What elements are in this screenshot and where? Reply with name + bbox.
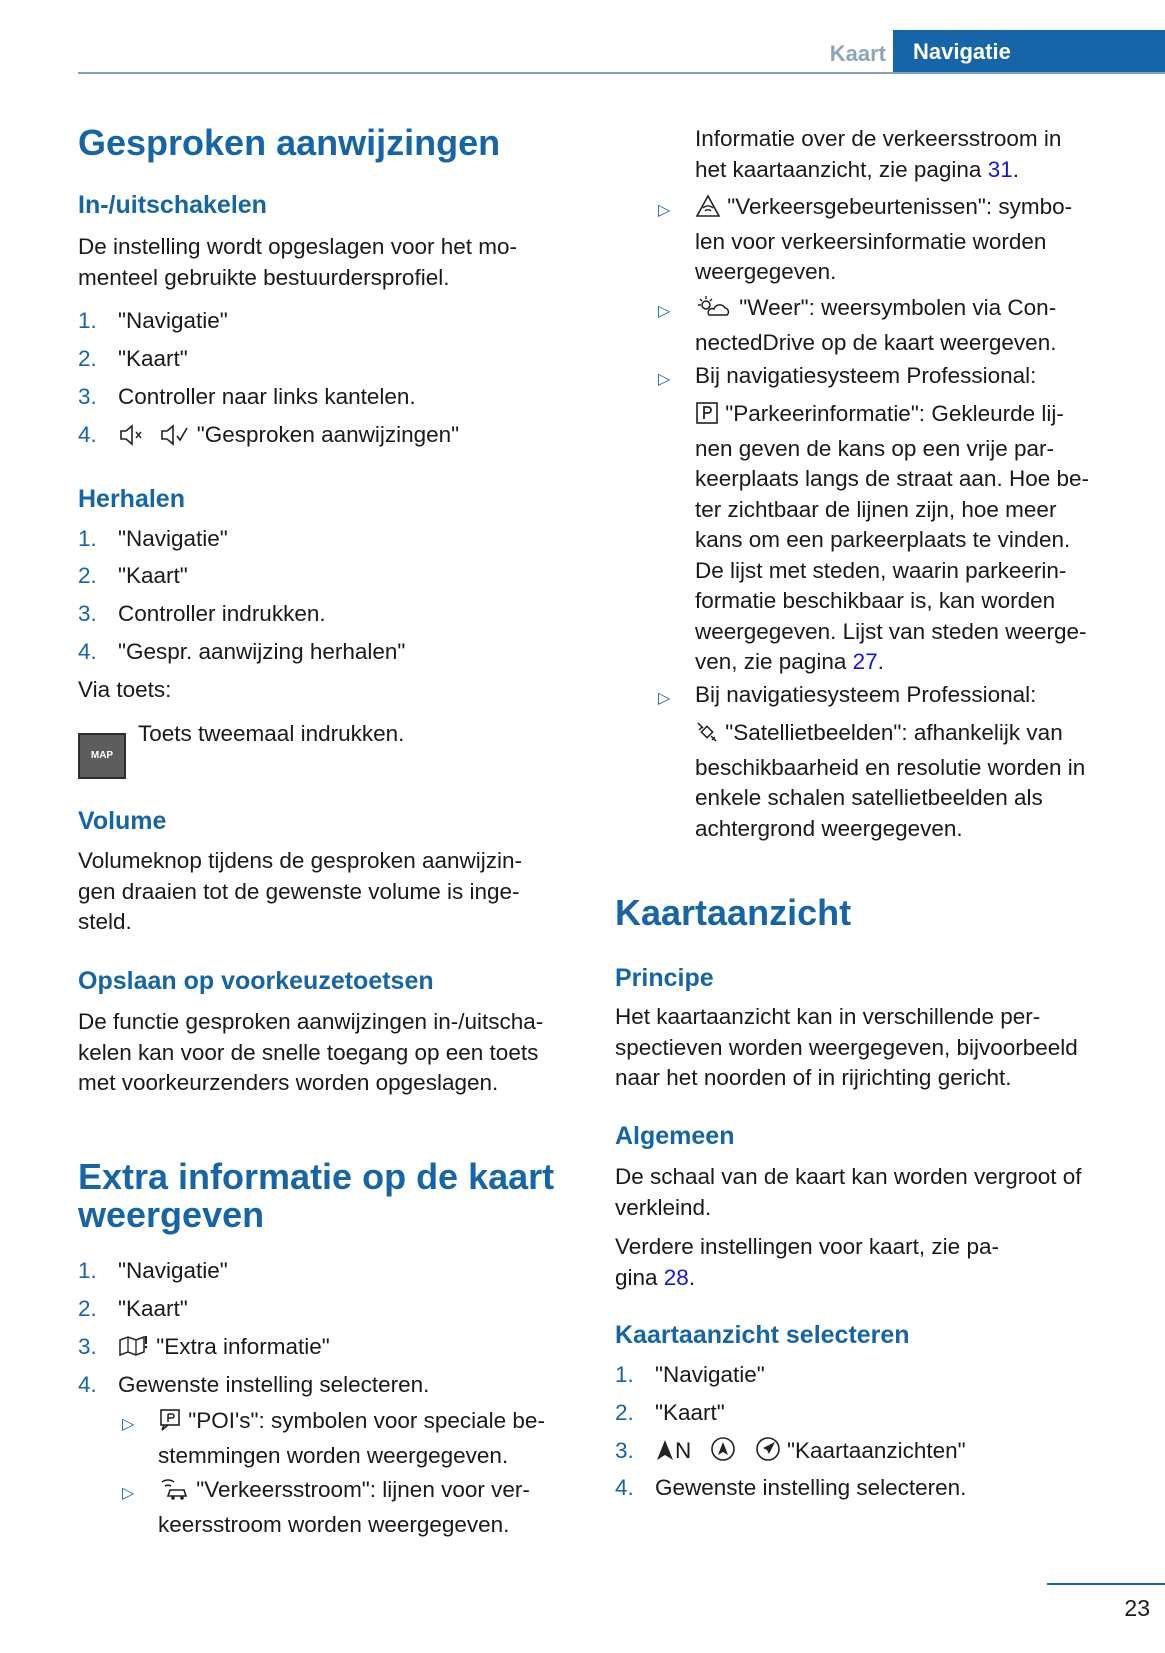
list-text: Controller indrukken. (118, 601, 326, 626)
via-toets-label: Via toets: (78, 677, 172, 702)
list-item (78, 344, 188, 374)
paragraph-principe: Het kaartaanzicht kan in verschillende per- spectieven worden weergegeven, bijvoorbeeld naar het noorden of in rijrichting gericht. (615, 1004, 1078, 1090)
bullet-text: "Verkeersstroom": lijnen voor ver- keersstroom worden weergegeven. (158, 1477, 530, 1537)
list-item (615, 1473, 966, 1503)
poi-icon (158, 1408, 182, 1441)
list-number: 4. (615, 1475, 634, 1500)
bullet-text: "Verkeersgebeurtenissen": symbo- len voor verkeersinformatie worden weergegeven. (695, 194, 1073, 284)
list-number: 1. (78, 526, 97, 551)
list-text: Gewenste instelling selecteren. (655, 1475, 967, 1500)
list-number: 3. (78, 1334, 97, 1359)
list-number: 4. (78, 639, 97, 664)
paragraph-volume: Volumeknop tijdens de gesproken aanwijzin- gen draaien tot de gewenste volume is inge- steld. (78, 848, 523, 934)
page-link-31[interactable]: 31 (987, 156, 1013, 182)
paragraph-opslaan: De functie gesproken aanwijzingen in-/uitscha- kelen kan voor de snelle toegang op een toets met voorkeurzenders worden opgeslagen. (78, 1009, 544, 1095)
bullet-triangle-icon: ▷ (658, 690, 671, 707)
traffic-flow-icon (158, 1477, 190, 1510)
paragraph-verkeersstroom-info (695, 124, 1061, 185)
bullet-triangle-icon: ▷ (122, 1416, 135, 1433)
north-arrow-icon (655, 1438, 675, 1470)
list-item (615, 1398, 725, 1428)
bullet-triangle-icon: ▷ (658, 202, 671, 219)
list-item (78, 599, 326, 629)
bullet-triangle-icon: ▷ (658, 371, 671, 388)
paragraph-text: . (688, 1264, 696, 1290)
subsection-title-opslaan: Opslaan op voorkeuzetoetsen (78, 967, 434, 995)
list-text: "Gespr. aanwijzing herhalen" (118, 639, 406, 664)
bullet-item-verkeersstroom (158, 1475, 530, 1540)
parking-icon (695, 401, 719, 434)
list-number: 3. (78, 384, 97, 409)
list-item (615, 1360, 765, 1390)
page-number: 23 (1124, 1595, 1150, 1621)
paragraph-in-uitschakelen: De instelling wordt opgeslagen voor het mo- menteel gebruikte bestuurdersprofiel. (78, 234, 517, 290)
page-link-28[interactable]: 28 (663, 1264, 689, 1290)
list-text: "Kaart" (118, 1296, 188, 1321)
list-item (78, 524, 228, 554)
satellite-icon (695, 720, 719, 753)
list-item (78, 306, 228, 336)
list-item (615, 1436, 966, 1470)
north-letter: N (675, 1438, 692, 1463)
section-title-kaartaanzicht: Kaartaanzicht (615, 892, 852, 933)
list-item (78, 561, 188, 591)
bullet-triangle-icon: ▷ (658, 303, 671, 320)
bullet-item-parkeerinformatie-head: Bij navigatiesysteem Professional: (695, 363, 1037, 388)
map-button-icon: MAP (78, 733, 126, 779)
bullet-item-satellietbeelden-head: Bij navigatiesysteem Professional: (695, 682, 1037, 707)
list-text: "Kaart" (118, 563, 188, 588)
list-number: 4. (78, 1372, 97, 1397)
bullet-text: "Satellietbeelden": afhankelijk van beschikbaarheid en resolutie worden in enkele schalen satellietbeelden als achtergrond weergegeven. (695, 720, 1086, 841)
list-text: "Navigatie" (655, 1362, 765, 1387)
header-divider (78, 72, 1165, 74)
bullet-text: "Parkeerinformatie": Gekleurde lij- nen geven de kans op een vrije par- keerplaats langs de straat aan. Hoe be- ter zichtbaar de lijnen zijn, hoe meer kans om een parkeerplaats te vinden. De lijst met steden, waarin parkeerin- formatie beschikbaar is, kan worden weergegeven. Lijst van steden weerge- ven, zie pagina (695, 401, 1089, 674)
subsection-title-in-uitschakelen: In-/uitschakelen (78, 191, 267, 219)
list-number: 4. (78, 422, 97, 447)
page-link-27[interactable]: 27 (852, 649, 878, 674)
paragraph-text: Informatie over de verkeersstroom in het kaartaanzicht, zie pagina (695, 126, 1062, 182)
list-number: 3. (78, 601, 97, 626)
paragraph-algemeen: De schaal van de kaart kan worden vergroot of verkleind. (615, 1164, 1082, 1220)
direction-of-travel-icon (710, 1436, 736, 1470)
subsection-title-principe: Principe (615, 964, 714, 992)
tab-kaart[interactable]: Kaart (829, 41, 886, 66)
section-title-extra-informatie: Extra informatie op de kaart weergeven (78, 1156, 555, 1235)
list-text: "Navigatie" (118, 1258, 228, 1283)
paragraph-text: Verdere instellingen voor kaart, zie pa- gina (615, 1234, 999, 1290)
bullet-item-parkeerinformatie (695, 399, 1089, 678)
list-number: 2. (78, 1296, 97, 1321)
list-text: "Extra informatie" (156, 1334, 330, 1359)
speaker-off-icon (118, 424, 146, 454)
list-number: 3. (615, 1438, 634, 1463)
list-number: 1. (615, 1362, 634, 1387)
list-item (78, 1294, 188, 1324)
bullet-item-pois (158, 1406, 545, 1471)
bullet-text: . (877, 649, 884, 674)
list-text: "Navigatie" (118, 308, 228, 333)
bullet-item-satellietbeelden (695, 718, 1085, 844)
list-number: 1. (78, 308, 97, 333)
list-text: "Kaart" (118, 346, 188, 371)
list-number: 1. (78, 1258, 97, 1283)
list-text: "Kaart" (655, 1400, 725, 1425)
subsection-title-kaartaanzicht-selecteren: Kaartaanzicht selecteren (615, 1321, 910, 1349)
perspective-view-icon (755, 1436, 781, 1470)
section-title-gesproken-aanwijzingen: Gesproken aanwijzingen (78, 122, 501, 163)
bullet-triangle-icon: ▷ (122, 1485, 135, 1502)
weather-icon (695, 295, 733, 328)
bullet-item-verkeersgebeurtenissen (695, 192, 1072, 288)
bullet-text: "Weer": weersymbolen via Con- nectedDrive op de kaart weergeven. (695, 295, 1057, 355)
footer-divider (1047, 1583, 1165, 1585)
bullet-item-weer (695, 293, 1056, 358)
list-text: "Navigatie" (118, 526, 228, 551)
map-button-text: Toets tweemaal indrukken. (138, 721, 405, 746)
paragraph-text: . (1012, 156, 1019, 182)
list-text: Controller naar links kantelen. (118, 384, 416, 409)
list-item (78, 420, 459, 454)
tab-navigatie[interactable]: Navigatie (893, 30, 1165, 74)
list-number: 2. (78, 563, 97, 588)
subsection-title-algemeen: Algemeen (615, 1122, 735, 1150)
list-item (78, 1256, 228, 1286)
list-text: "Gesproken aanwijzingen" (196, 422, 460, 447)
subsection-title-volume: Volume (78, 807, 167, 835)
list-number: 2. (615, 1400, 634, 1425)
list-item (78, 1332, 330, 1366)
bullet-text: "POI's": symbolen voor speciale be- stemmingen worden weergegeven. (158, 1408, 545, 1468)
paragraph-verdere-instellingen (615, 1232, 999, 1293)
subsection-title-herhalen: Herhalen (78, 485, 185, 513)
traffic-event-icon (695, 194, 721, 227)
list-text: Gewenste instelling selecteren. (118, 1372, 430, 1397)
extra-info-map-icon (118, 1334, 150, 1366)
list-item (78, 1370, 429, 1400)
speaker-on-icon (159, 424, 191, 454)
list-item (78, 637, 405, 667)
list-text: "Kaartaanzichten" (787, 1438, 966, 1463)
list-number: 2. (78, 346, 97, 371)
list-item (78, 382, 416, 412)
